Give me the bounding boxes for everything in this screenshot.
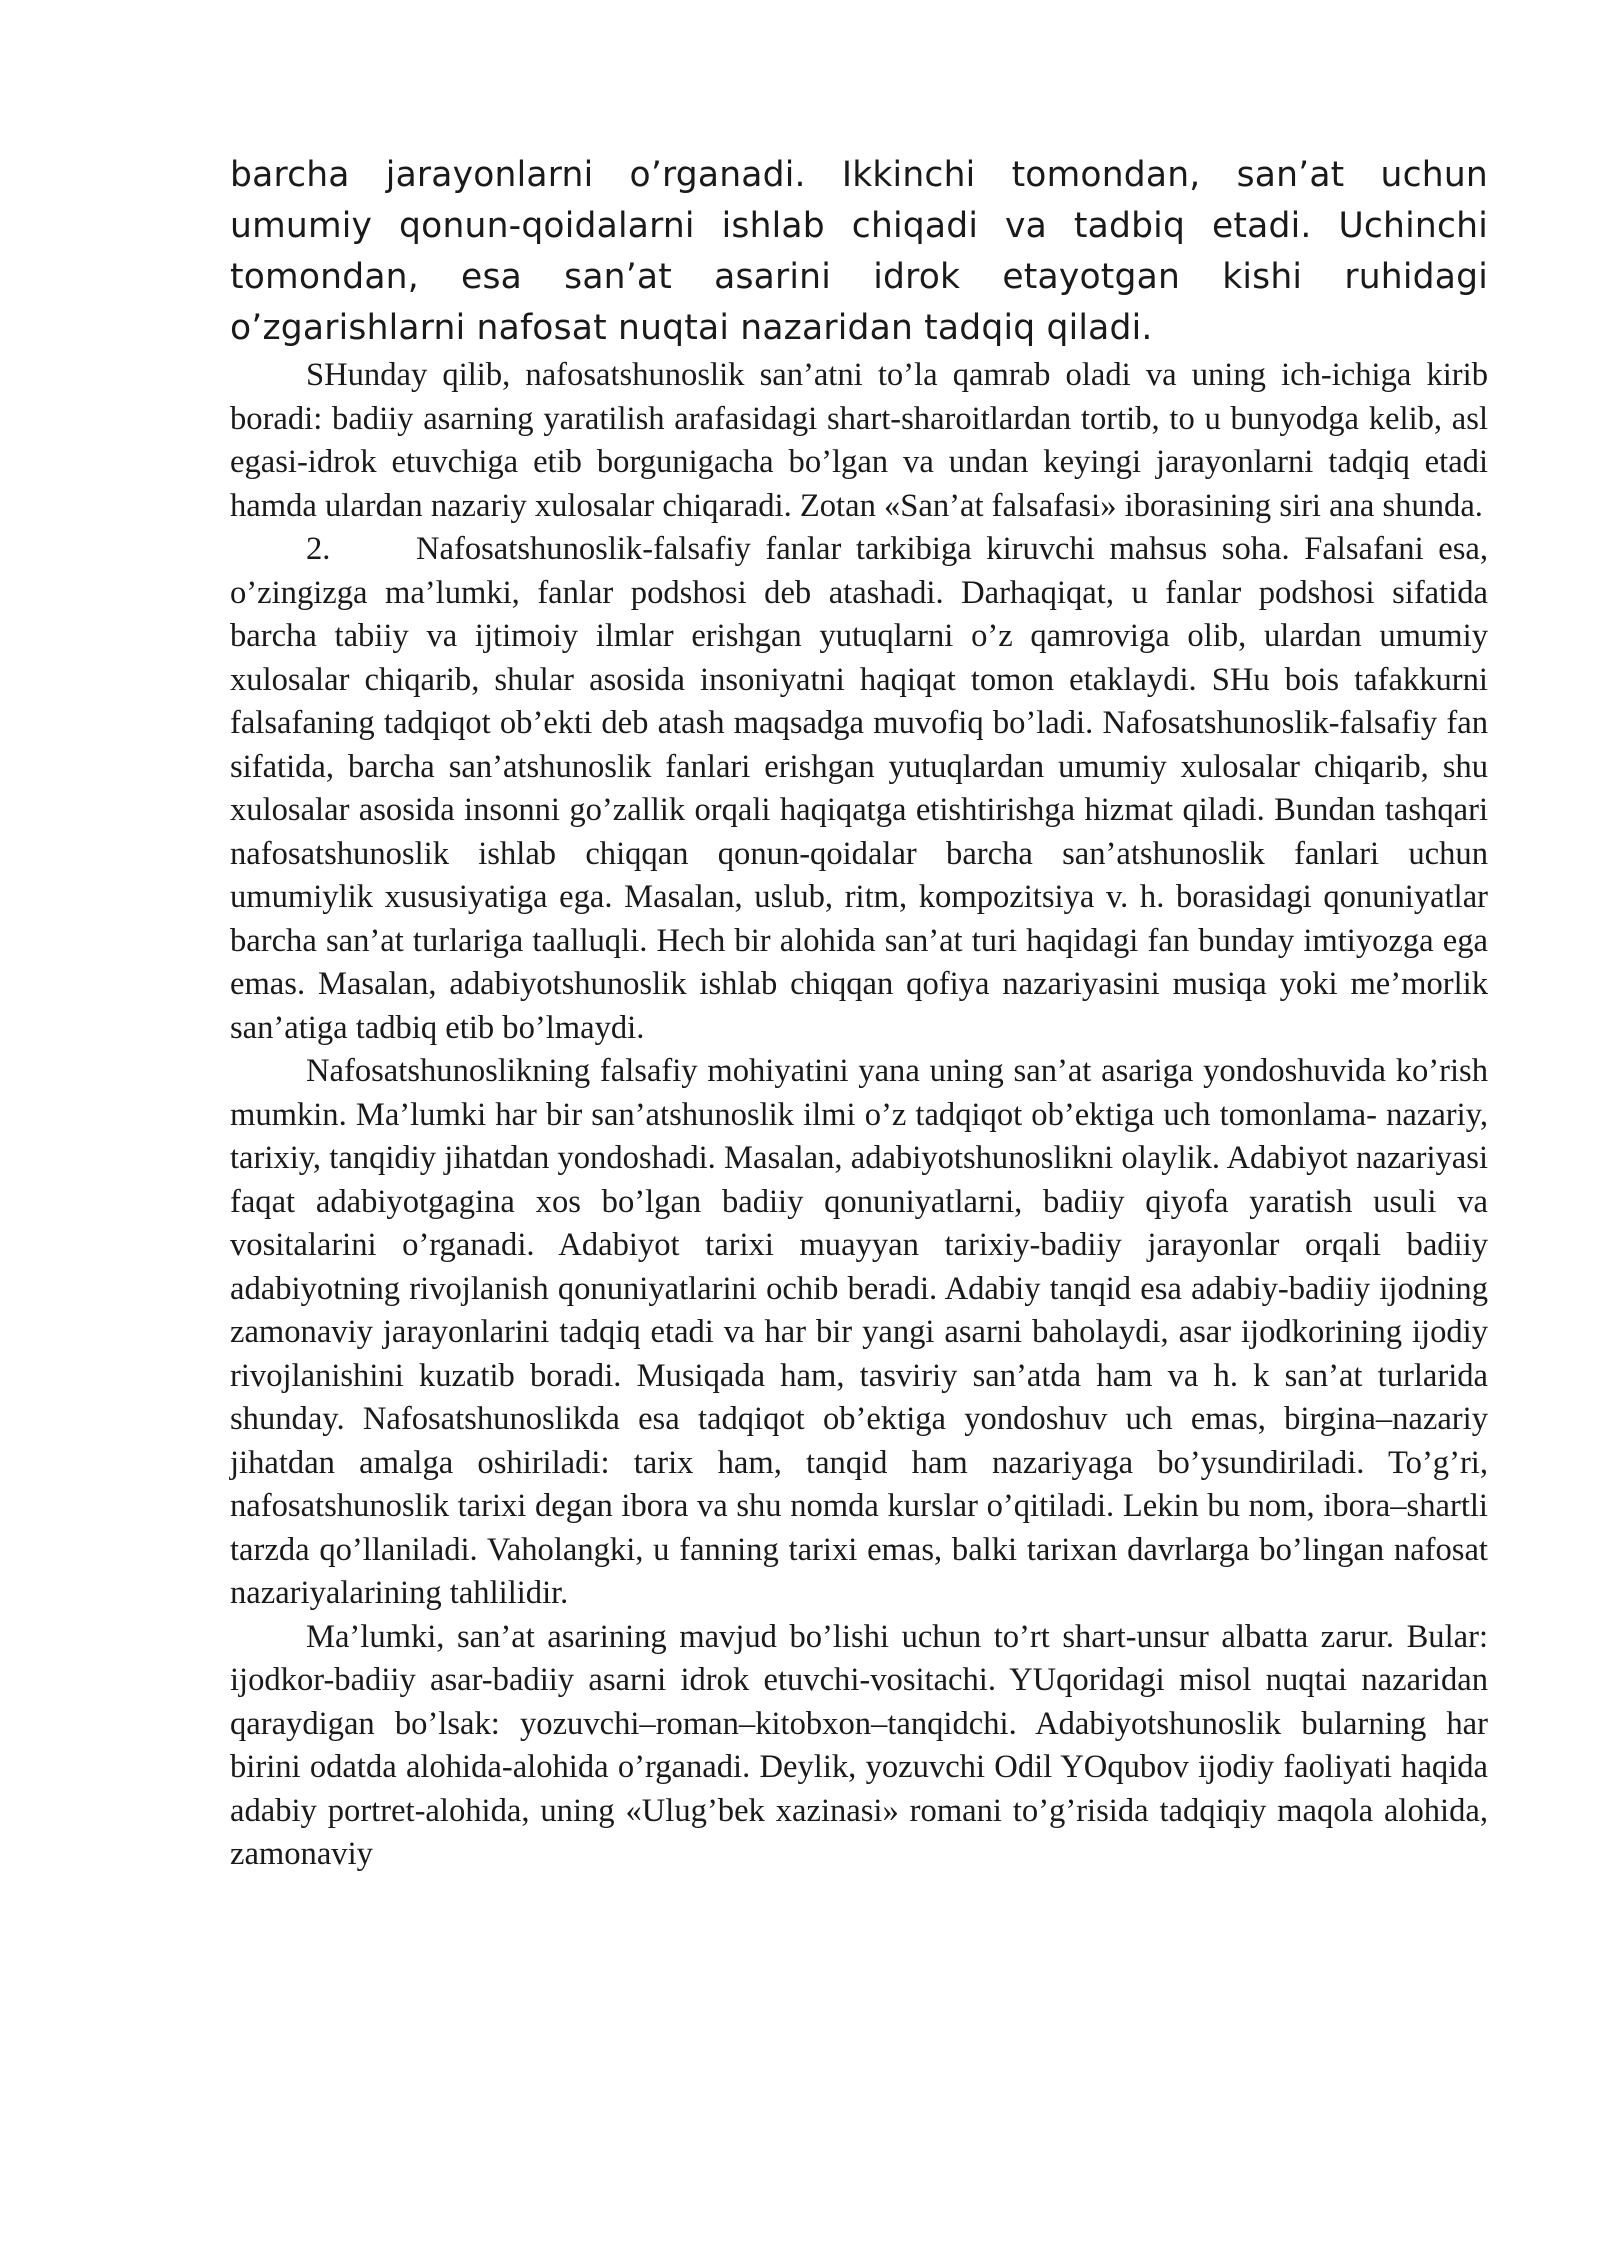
paragraph-falsafiy-mohiyat: Nafosatshunoslikning falsafiy mohiyatini yana uning san’at asariga yondoshuvida ko’rish mumkin. Ma’lumki har bir san’atshunoslik ilmi o’z tadqiqot ob’ektiga uch tomonlama- nazariy, tarixiy, tanqidiy jihatdan yondoshadi. Masalan, adabiyotshunoslikni olaylik. Adabiyot nazariyasi faqat adabiyotgagina xos bo’lgan badiiy qonuniyatlarni, badiiy qiyofa yaratish usuli va vositalarini o’rganadi. Adabiyot tarixi muayyan tarixiy-badiiy jarayonlar orqali badiiy adabiyotning rivojlanish qonuniyatlarini ochib beradi. Adabiy tanqid esa adabiy-badiiy ijodning zamonaviy jarayonlarini tadqiq etadi va har bir yangi asarni baholaydi, asar ijodkorining ijodiy rivojlanishini kuzatib boradi. Musiqada ham, tasviriy san’atda ham va h. k san’at turlarida shunday. Nafosatshunoslikda esa tadqiqot ob’ektiga yondoshuv uch emas, birgina–nazariy jihatdan amalga oshiriladi: tarix ham, tanqid ham nazariyaga bo’ysundiriladi. To’g’ri, nafosatshunoslik tarixi degan ibora va shu nomda kurslar o’qitiladi. Lekin bu nom, ibora–shartli tarzda qo’llaniladi. Vaholangki, u fanning tarixi emas, balki tarixan davrlarga bo’lingan nafosat nazariyalarining tahlilidir. xyxy=(230,1053,1488,1611)
paragraph-continuation: barcha jarayonlarni o’rganadi. Ikkinchi tomondan, san’at uchun umumiy qonun-qoidalarni ishlab chiqadi va tadbiq etadi. Uchinchi tomondan, esa san’at asarini idrok etayotgan kishi ruhidagi o’zgarishlarni nafosat nuqtai nazaridan tadqiq qiladi. xyxy=(230,155,1488,348)
paragraph-numbered-text: Nafosatshunoslik-falsafiy fanlar tarkibiga kiruvchi mahsus soha. Falsafani esa, o’zingizga ma’lumki, fanlar podshosi deb atashadi. Darhaqiqat, u fanlar podshosi sifatida barcha tabiiy va ijtimoiy ilmlar erishgan yutuqlarni o’z qamroviga olib, ulardan umumiy xulosalar chiqarib, shular asosida insoniyatni haqiqat tomon etaklaydi. SHu bois tafakkurni falsafaning tadqiqot ob’ekti deb atash maqsadga muvofiq bo’ladi. Nafosatshunoslik-falsafiy fan sifatida, barcha san’atshunoslik fanlari erishgan yutuqlardan umumiy xulosalar chiqarib, shu xulosalar asosida insonni go’zallik orqali haqiqatga etishtirishga hizmat qiladi. Bundan tashqari nafosatshunoslik ishlab chiqqan qonun-qoidalar barcha san’atshunoslik fanlari uchun umumiylik xususiyatiga ega. Masalan, uslub, ritm, kompozitsiya v. h. borasidagi qonuniyatlar barcha san’at turlariga taalluqli. Hech bir alohida san’at turi haqidagi fan bunday imtiyozga ega emas. Masalan, adabiyotshunoslik ishlab chiqqan qofiya nazariyasini musiqa yoki me’morlik san’atiga tadbiq etib bo’lmaydi. xyxy=(230,531,1488,1046)
paragraph-shunday: SHunday qilib, nafosatshunoslik san’atni to’la qamrab oladi va uning ich-ichiga kirib boradi: badiiy asarning yaratilish arafasidagi shart-sharoitlardan tortib, to u bunyodga kelib, asl egasi-idrok etuvchiga etib borgunigacha bo’lgan va undan keyingi jarayonlarni tadqiq etadi hamda ulardan nazariy xulosalar chiqaradi. Zotan «San’at falsafasi» iborasining siri ana shunda. xyxy=(230,357,1488,524)
paragraph-numbered-2 xyxy=(230,528,1488,1050)
paragraph-number: 2. xyxy=(306,531,331,567)
paragraph-malumki: Ma’lumki, san’at asarining mavjud bo’lishi uchun to’rt shart-unsur albatta zarur. Bular: ijodkor-badiiy asar-badiiy asarni idrok etuvchi-vositachi. YUqoridagi misol nuqtai nazaridan qaraydigan bo’lsak: yozuvchi–roman–kitobxon–tanqidchi. Adabiyotshunoslik bularning har birini odatda alohida-alohida o’rganadi. Deylik, yozuvchi Odil YOqubov ijodiy faoliyati haqida adabiy portret-alohida, uning «Ulug’bek xazinasi» romani to’g’risida tadqiqiy maqola alohida, zamonaviy xyxy=(230,1618,1488,1872)
document-page xyxy=(230,150,1488,1877)
